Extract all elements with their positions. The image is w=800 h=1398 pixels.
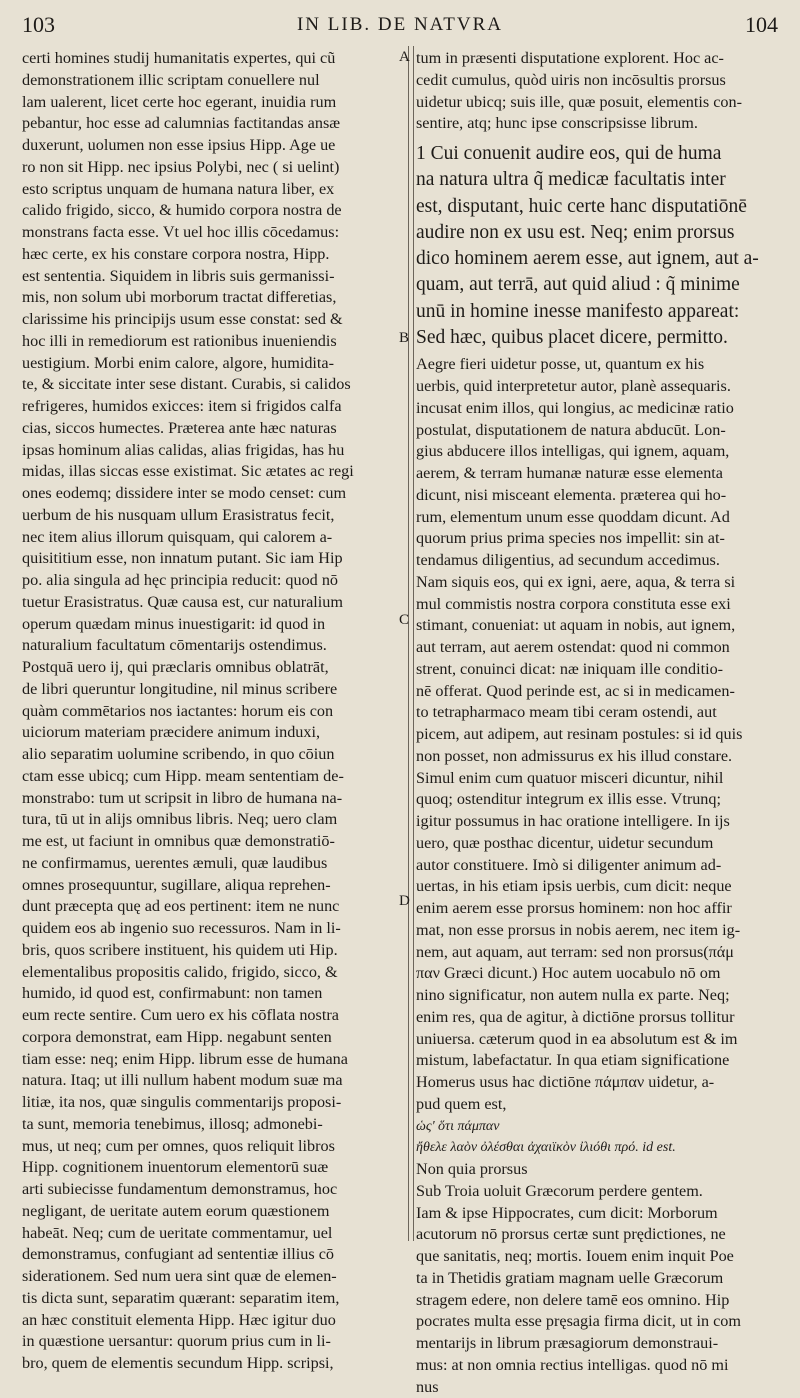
text-line: Postquā uero ij, qui præclaris omnibus oblatrāt, <box>22 658 329 676</box>
text-line: est, disputant, huic certe hanc disputatiōnē <box>416 195 747 217</box>
text-line: enim aerem esse prorsus hominem: non hoc affir <box>416 899 732 918</box>
text-line: cias, siccos humectes. Præterea ante hæc naturas <box>22 418 337 437</box>
text-line: aut terram, aut aerem ostendat: quod ni common <box>416 638 730 657</box>
text-line: quoq; ostenditur integrum ex illis esse. Vtrunq; <box>416 790 721 809</box>
text-line: bris, quos scribere instituent, his quidem uti Hip. <box>22 940 338 959</box>
text-line: bro, quem de elementis secundum Hipp. scripsi, <box>22 1354 334 1372</box>
text-line: elementalibus propositis calido, frigido, sicco, & <box>22 962 338 981</box>
text-line: tura, tū ut in alijs omnibus libris. Neq; uero clam <box>22 810 338 829</box>
text-line: eum recte sentire. Cum uero ex his cōflata nostra <box>22 1006 339 1024</box>
text-line: incusat enim illos, qui longius, ac medicinæ ratio <box>416 398 734 417</box>
text-line: pocrates multa esse pręsagia firma dicit, ut in com <box>416 1312 741 1331</box>
text-line: Hipp. cognitionem inuentorum elementorū suæ <box>22 1158 329 1177</box>
text-line: uiciorum materiam præcidere animum induxi, <box>22 723 321 742</box>
text-line: operum quædam minus inuestigarit: id quod in <box>22 614 326 633</box>
right-text-column <box>416 48 796 1398</box>
paragraph-top <box>416 48 796 135</box>
text-line: παν Græci dicunt.) Hoc autem uocabulo nō om <box>416 964 721 983</box>
text-line: stimant, conueniat: ut aquam in nobis, aut ignem, <box>416 616 736 635</box>
text-line: calido frigido, sicco, & humido corpora nostra de <box>22 201 342 220</box>
text-line: 1 Cui conuenit audire eos, qui de huma <box>416 143 722 164</box>
text-line: ctam esse ubicq; cum Hipp. meam sententiam de- <box>22 766 344 785</box>
text-line: alio separatim uolumine scribendo, in quo cōiun <box>22 745 335 763</box>
text-line: ones eodemq; dissidere inter se modo censet: cum <box>22 484 347 502</box>
text-line: Simul enim cum quatuor misceri dicuntur, nihil <box>416 768 724 787</box>
text-line: ipsas hominum alias calidas, alias frigidas, has hu <box>22 440 345 459</box>
text-line: tum in præsenti disputatione explorent. Hoc ac- <box>416 49 724 67</box>
text-line: audire non ex usu est. Neq; enim prorsus <box>416 221 735 243</box>
text-line: tendamus diligentius, ad secundum accedimus. <box>416 551 720 570</box>
text-line: non posset, non admissurus ex his illud constare. <box>416 746 733 765</box>
text-line: arti subiecisse fundamentum demonstramus, hoc <box>22 1180 338 1198</box>
text-line: aerem, & terram humanæ naturæ esse elementa <box>416 464 723 483</box>
text-line: monstrans facta esse. Vt uel hoc illis cōcedamus: <box>22 223 340 241</box>
text-line: quorum prius prima species nos impellit: sin at- <box>416 529 725 548</box>
text-line: postulat, disputationem de natura abducūt. Lon- <box>416 420 726 439</box>
text-line: uero, quæ posthac dicentur, uidetur secundum <box>416 833 714 852</box>
text-line: que sanitatis, neq; mortis. Iouem enim inquit Poe <box>416 1247 734 1266</box>
text-line: stragem edere, non delere tamē eos omnino. Hip <box>416 1290 730 1309</box>
text-line: dunt præcepta quę ad eos pertinent: item ne nunc <box>22 897 340 916</box>
text-line: dicunt, nisi misceant elementa. præterea qui ho- <box>416 485 727 504</box>
text-line: hæc certe, ex his constare corpora nostra, Hipp. <box>22 244 330 263</box>
greek-verse: ἤθελε λαὸν ὀλέσθαι ἀχαιϊκὸν ἰλιόθι πρό. id est. <box>416 1140 676 1156</box>
text-line: hoc illi in remediorum est rationibus inueniendis <box>22 331 337 350</box>
greek-verse: ὡς' ὅτι πάμπαν <box>416 1118 500 1134</box>
text-line: mus, ut neq; cum per omnes, quos reliquit libros <box>22 1136 335 1155</box>
text-line: sentire, atq; hunc ipse conscripsisse librum. <box>416 114 698 133</box>
text-line: nino significatur, non autem nulla ex parte. Neq; <box>416 986 730 1005</box>
text-line: uertas, in his etiam ipsis uerbis, cum dicit: neque <box>416 877 732 896</box>
text-line: duxerunt, uolumen non esse ipsius Hipp. Age ue <box>22 136 336 154</box>
text-line: est sententia. Siquidem in libris suis germanissi- <box>22 266 335 285</box>
text-line: na natura ultra q̃ medicæ facultatis inter <box>416 169 726 191</box>
text-line: acutorum nō prorsus certæ sunt prędictiones, ne <box>416 1225 726 1244</box>
running-title: IN LIB. DE NATVRA <box>296 14 504 35</box>
lemma-paragraph <box>416 141 796 351</box>
text-line: demonstrationem illic scriptam conuellere nul <box>22 70 320 89</box>
text-line: enim res, qua de agitur, à dictiōne prorsus tollitur <box>416 1007 735 1026</box>
text-line: Nam siquis eos, qui ex igni, aere, aqua, & terra si <box>416 572 736 591</box>
text-line: to tetrapharmaco meam tibi ceram ostendi, aut <box>416 703 717 722</box>
text-line: monstrabo: tum ut scripsit in libro de humana na- <box>22 788 343 807</box>
text-line: quam, aut terrā, aut quid aliud : q̃ minime <box>416 274 740 296</box>
text-line: tiam esse: neq; enim Hipp. librum esse de humana <box>22 1049 348 1068</box>
text-line: Iam & ipse Hippocrates, cum dicit: Morborum <box>416 1203 718 1222</box>
text-line: quàm commētarios nos iactantes: horum eis con <box>22 701 334 720</box>
text-line: ro non sit Hipp. nec ipsius Polybi, nec ( si uelint) <box>22 157 340 176</box>
text-line: tis dicta sunt, separatim quærant: separatim item, <box>22 1288 340 1307</box>
text-line: autor constituere. Imò si diligenter animum ad- <box>416 855 722 874</box>
text-line: tuetur Erasistratus. Quæ causa est, cur naturalium <box>22 592 343 611</box>
text-line: an hæc constituit elementa Hipp. Hæc igitur duo <box>22 1310 336 1329</box>
column-rule <box>408 46 409 1241</box>
text-line: igitur possumus in hac oratione intelligere. In ijs <box>416 812 730 831</box>
text-line: in quæstione uersantur: quorum prius cum in li- <box>22 1332 331 1351</box>
text-line: picem, aut adipem, aut resinam postules: si id quis <box>416 725 743 744</box>
text-line: uerbis, quid interpretetur autor, planè assequaris. <box>416 377 731 396</box>
text-line: habeāt. Neq; cum de ueritate commentamur, uel <box>22 1223 333 1242</box>
text-line: Sub Troia uoluit Græcorum perdere gentem. <box>416 1181 703 1200</box>
text-line: mentarijs in librum præsagiorum demonstraui- <box>416 1334 719 1353</box>
text-line: nec item alius illorum quisquam, qui calorem a- <box>22 527 333 546</box>
text-line: natura. Itaq; ut illi nullum habent modum suæ ma <box>22 1071 343 1090</box>
text-line: siderationem. Sed num uera sint quæ de elemen- <box>22 1267 337 1285</box>
text-line: esto scriptus unquam de humana natura liber, ex <box>22 179 335 198</box>
text-line: strent, conuinci dicat: næ iniquam ille conditio- <box>416 659 724 678</box>
text-line: quidem eos ab ingenio suo recessuros. Nam in li- <box>22 919 341 937</box>
text-line: po. alia singula ad hęc principia reducit: quod nō <box>22 571 339 589</box>
text-line: clarissime his principijs usum esse constat: sed & <box>22 310 343 328</box>
text-line: uerbum de his nusquam ullum Erasistratus fecit, <box>22 505 335 524</box>
text-line: negligant, de ueritate autem eorum quæstionem <box>22 1201 330 1220</box>
text-line: me est, ut faciunt in omnibus quæ demonstratiō- <box>22 832 335 850</box>
text-line: ta in Thetidis gratiam magnam uelle Græcorum <box>416 1268 724 1287</box>
commentary-paragraph <box>416 354 796 1115</box>
text-line: litiæ, ita nos, quæ singulis commentarijs proposi- <box>22 1093 342 1111</box>
paragraph-bottom <box>416 1159 796 1398</box>
text-line: mistum, labefactatur. In qua etiam significatione <box>416 1051 730 1070</box>
margin-letter-d: D <box>399 893 410 909</box>
text-line: Homerus usus hac dictiōne πάμπαν uidetur, a- <box>416 1073 715 1092</box>
text-line: de libri queruntur longitudine, nil minus scribere <box>22 679 338 698</box>
text-line: pud quem est, <box>416 1094 507 1113</box>
text-line: nē offerat. Quod perinde est, ac si in medicamen- <box>416 681 735 700</box>
text-line: quisititium esse, non innatum putant. Sic iam Hip <box>22 549 343 568</box>
text-line: Aegre fieri uidetur posse, ut, quantum ex his <box>416 355 705 374</box>
text-line: certi homines studij humanitatis expertes, qui cũ <box>22 49 336 67</box>
text-line: dico hominem aerem esse, aut ignem, aut a- <box>416 248 759 270</box>
text-line: mul commistis nostra corpora constituta esse exi <box>416 594 731 613</box>
text-line: pebantur, hoc esse ad calumnias factitandas ansæ <box>22 114 341 133</box>
text-line: te, & siccitate inter sese distant. Curabis, si calidos <box>22 375 351 394</box>
text-line: Non quia prorsus <box>416 1160 528 1179</box>
column-rule <box>413 46 414 1241</box>
text-line: lam ualerent, licet certe hoc egerant, inuidia rum <box>22 92 337 111</box>
text-line: ne confirmamus, uerentes æmuli, quæ laudibus <box>22 853 328 872</box>
margin-letter-b: B <box>399 330 410 346</box>
text-line: nus <box>416 1377 439 1396</box>
text-line: demonstramus, confugiant ad sententiæ illius cō <box>22 1245 335 1264</box>
left-text-column <box>22 48 398 1375</box>
left-page-number: 103 <box>22 12 55 37</box>
text-line: humido, id quod est, confirmabunt: non tamen <box>22 984 323 1003</box>
text-line: uniuersa. cæterum quod in ea absolutum est & im <box>416 1029 738 1048</box>
text-line: midas, illas siccas esse existimat. Sic ætates ac regi <box>22 462 354 481</box>
margin-letter-a: A <box>399 49 410 65</box>
text-line: cedit cumulus, quòd uiris non incōsultis prorsus <box>416 70 726 89</box>
text-line: refrigeres, humidos exicces: item si frigidos calfa <box>22 397 342 415</box>
text-line: uestigium. Morbi enim calore, algore, humidita- <box>22 353 334 372</box>
text-line: naturalium facultatum cōmentarijs ostendimus. <box>22 636 327 655</box>
text-line: omnes prosequuntur, sugillare, aliqua reprehen- <box>22 875 331 894</box>
text-line: mat, non esse prorsus in nobis aerem, nec item ig- <box>416 920 741 939</box>
text-line: unū in homine inesse manifesto appareat: <box>416 300 740 322</box>
text-line: rum, elementum unum esse quoddam dicunt. Ad <box>416 507 730 526</box>
text-line: mis, non solum ubi morborum tractat differetias, <box>22 288 337 307</box>
text-line: gius abducere illos intelligas, qui ignem, aquam, <box>416 442 730 461</box>
text-line: nem, aut aquam, aut terram: sed non prorsus(πάμ <box>416 942 734 961</box>
text-line: corpora demonstrat, eam Hipp. negabunt senten <box>22 1027 332 1046</box>
text-line: ta sunt, memoria tenebimus, illosq; admonebi- <box>22 1114 323 1133</box>
text-line: Sed hæc, quibus placet dicere, permitto. <box>416 327 728 349</box>
text-line: uidetur ubicq; suis ille, quæ posuit, elementis con- <box>416 92 742 111</box>
text-line: mus: at non omnia rectius intelligas. quod nō mi <box>416 1355 729 1374</box>
right-page-number: 104 <box>745 12 778 37</box>
margin-letter-c: C <box>399 612 410 628</box>
